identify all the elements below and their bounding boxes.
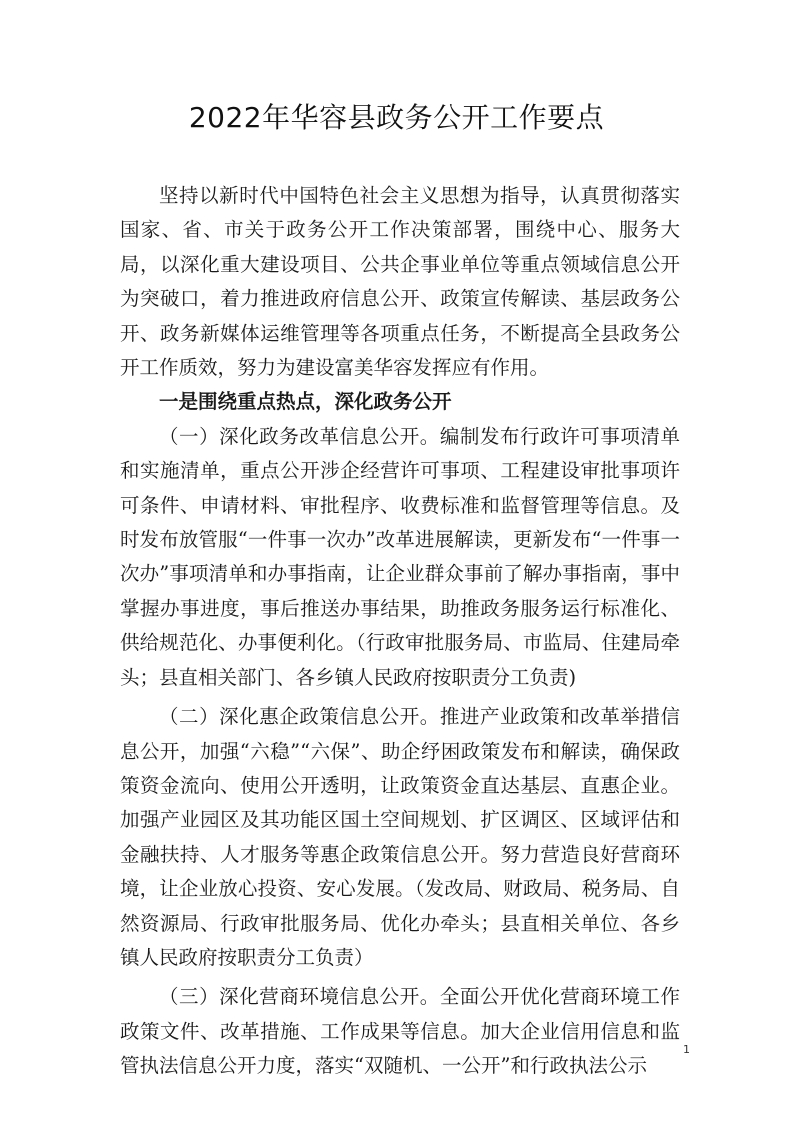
document-body — [120, 179, 680, 1084]
page-number: 1 — [683, 1043, 690, 1056]
item-paragraph-1: （一）深化政务改革信息公开。编制发布行政许可事项清单和实施清单，重点公开涉企经营许可事项、工程建设审批事项许可条件、申请材料、审批程序、收费标准和监督管理等信息。及时发布放管服“一件事一次办”改革进展解读，更新发布“一件事一次办”事项清单和办事指南，让企业群众事前了解办事指南，事中掌握办事进度，事后推送办事结果，助推政务服务运行标准化、供给规范化、办事便利化。（行政审批服务局、市监局、住建局牵头；县直相关部门、各乡镇人民政府按职责分工负责) — [120, 424, 680, 689]
intro-paragraph: 坚持以新时代中国特色社会主义思想为指导，认真贯彻落实国家、省、市关于政务公开工作决策部署，围绕中心、服务大局，以深化重大建设项目、公共企事业单位等重点领域信息公开为突破口，着力推进政府信息公开、政策宣传解读、基层政务公开、政务新媒体运维管理等各项重点任务，不断提高全县政务公开工作质效，努力为建设富美华容发挥应有作用。 — [120, 184, 680, 380]
item-paragraph-2: （二）深化惠企政策信息公开。推进产业政策和改革举措信息公开，加强“六稳”“六保”、助企纾困政策发布和解读，确保政策资金流向、使用公开透明，让政策资金直达基层、直惠企业。加强产业园区及其功能区国土空间规划、扩区调区、区域评估和金融扶持、人才服务等惠企政策信息公开。努力营造良好营商环境，让企业放心投资、安心发展。（发改局、财政局、税务局、自然资源局、行政审批服务局、优化办牵头；县直相关单位、各乡镇人民政府按职责分工负责） — [120, 705, 680, 969]
item-paragraph-3: （三）深化营商环境信息公开。全面公开优化营商环境工作政策文件、改革措施、工作成果等信息。加大企业信用信息和监管执法信息公开力度，落实“双随机、一公开”和行政执法公示 — [120, 985, 680, 1078]
section-heading: 一是围绕重点热点，深化政务公开 — [159, 390, 452, 414]
document-title: 2022年华容县政务公开工作要点 — [188, 101, 605, 134]
